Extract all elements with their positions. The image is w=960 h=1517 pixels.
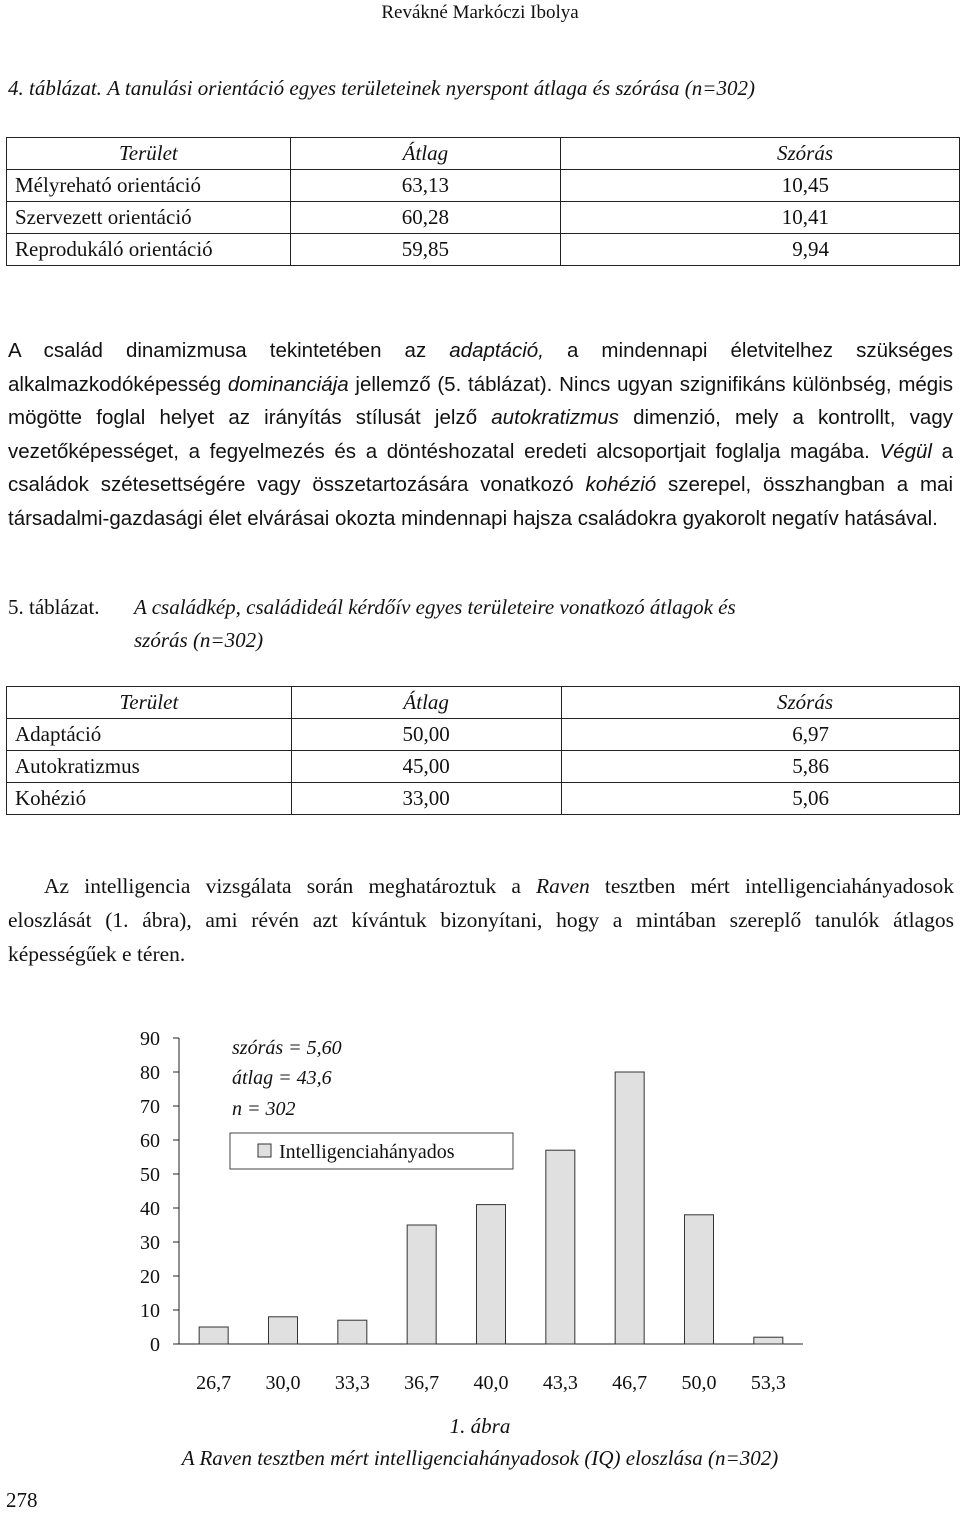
x-tick-label: 30,0 (265, 1372, 301, 1394)
figure-number: 1. ábra (449, 1414, 511, 1438)
table5-col-area: Terület (7, 687, 292, 719)
x-tick-label: 33,3 (334, 1372, 370, 1394)
row-mean: 59,85 (290, 234, 560, 266)
x-tick-label: 43,3 (542, 1372, 578, 1394)
table-row (7, 783, 960, 815)
text-span: szerepel, összhangban a mai társadalmi-gazdasági élet elvárásai okozta mindennapi hajsza családokra gyakorolt negatív hatásával. (8, 473, 954, 530)
bar (615, 1072, 644, 1344)
y-tick-label: 70 (140, 1096, 160, 1118)
body-paragraph-2 (8, 869, 954, 971)
table5-title: A családkép, családideál kérdőív egyes területeire vonatkozó átlagok és szórás (n=302) (134, 595, 736, 652)
table4-caption (8, 72, 958, 105)
emphasis: Raven (536, 874, 590, 898)
y-tick-label: 40 (140, 1198, 160, 1220)
bar (754, 1337, 783, 1344)
row-label: Kohézió (7, 783, 292, 815)
bar (407, 1225, 436, 1344)
table5 (6, 686, 960, 815)
table4-number: 4. táblázat. (8, 76, 102, 100)
table-row (7, 719, 960, 751)
row-mean: 50,00 (291, 719, 561, 751)
y-tick-label: 80 (140, 1062, 160, 1084)
x-tick-label: 50,0 (681, 1372, 717, 1394)
table4 (6, 137, 960, 266)
x-tick-label: 53,3 (750, 1372, 786, 1394)
row-mean: 45,00 (291, 751, 561, 783)
table5-header-row (7, 687, 960, 719)
y-tick-label: 30 (140, 1232, 160, 1254)
row-sd: 10,45 (560, 170, 959, 202)
stat-annotation: átlag = 43,6 (232, 1067, 332, 1089)
text-span: a családok szétesettségére vagy összetartozására vonatkozó (8, 439, 953, 496)
y-tick-label: 20 (140, 1266, 160, 1288)
table-row (7, 202, 960, 234)
text-span: Az intelligencia vizsgálata során meghatároztuk a (44, 874, 537, 898)
bar (546, 1150, 575, 1344)
text-span: jellemző (5. táblázat). Nincs ugyan szignifikáns különbség, mégis mögötte foglal helyet az irányítás stílusát jelző (8, 372, 954, 429)
row-mean: 33,00 (291, 783, 561, 815)
row-label: Szervezett orientáció (7, 202, 291, 234)
legend-swatch (258, 1144, 271, 1157)
x-tick-label: 46,7 (612, 1372, 648, 1394)
row-sd: 6,97 (561, 719, 959, 751)
legend-label: Intelligenciahányados (279, 1141, 455, 1163)
text-span: a mindennapi életvitelhez szükséges alkalmazkodóképesség (8, 339, 953, 396)
y-tick-label: 60 (140, 1130, 160, 1152)
body-paragraph-1 (8, 334, 953, 535)
row-sd: 9,94 (560, 234, 959, 266)
table4-header-row (7, 138, 960, 170)
table4-col-sd: Szórás (560, 138, 959, 170)
bar (685, 1215, 714, 1344)
x-tick-label: 36,7 (404, 1372, 440, 1394)
emphasis: kohézió (585, 473, 657, 496)
table5-col-sd: Szórás (561, 687, 959, 719)
bar (338, 1320, 367, 1344)
stat-annotation: szórás = 5,60 (232, 1037, 342, 1059)
row-sd: 5,86 (561, 751, 959, 783)
bar (199, 1327, 228, 1344)
y-tick-label: 90 (140, 1028, 160, 1050)
row-sd: 10,41 (560, 202, 959, 234)
row-label: Mélyreható orientáció (7, 170, 291, 202)
table-row (7, 751, 960, 783)
row-mean: 63,13 (290, 170, 560, 202)
page-number: 278 (6, 1488, 38, 1512)
emphasis: adaptáció, (449, 339, 544, 362)
table5-number: 5. táblázat. (8, 595, 100, 619)
row-label: Reprodukáló orientáció (7, 234, 291, 266)
emphasis: autokratizmus (491, 406, 619, 429)
table4-col-area: Terület (7, 138, 291, 170)
row-label: Adaptáció (7, 719, 292, 751)
table4-title: A tanulási orientáció egyes területeinek nyerspont átlaga és szórása (n=302) (107, 76, 755, 100)
figure-caption: A Raven tesztben mért intelligenciahányadosok (IQ) eloszlása (n=302) (181, 1446, 779, 1470)
y-tick-label: 0 (150, 1334, 160, 1356)
bar (269, 1317, 298, 1344)
table-row (7, 234, 960, 266)
bar (477, 1205, 506, 1344)
table5-col-mean: Átlag (291, 687, 561, 719)
table-row (7, 170, 960, 202)
y-tick-label: 10 (140, 1300, 160, 1322)
x-tick-label: 40,0 (473, 1372, 509, 1394)
stat-annotation: n = 302 (232, 1098, 296, 1120)
text-span: A család dinamizmusa tekintetében az (8, 339, 450, 362)
text-span: dimenzió, mely a kontrollt, vagy vezetőképességet, a fegyelmezés és a döntéshozatal eredeti alcsoportjait foglalja magába. (8, 406, 953, 463)
running-header: Revákné Markóczi Ibolya (381, 2, 579, 23)
row-label: Autokratizmus (7, 751, 292, 783)
x-tick-label: 26,7 (196, 1372, 232, 1394)
emphasis: dominanciája (227, 372, 349, 396)
table4-col-mean: Átlag (290, 138, 560, 170)
iq-distribution-chart (0, 1010, 960, 1410)
y-tick-label: 50 (140, 1164, 160, 1186)
row-mean: 60,28 (290, 202, 560, 234)
text-span: tesztben mért intelligenciahányadosok eloszlását (1. ábra), ami révén azt kívántuk bizonyítani, hogy a mintában szereplő tanulók átlagos képességűek e téren. (8, 874, 954, 966)
emphasis: Végül (879, 439, 932, 463)
row-sd: 5,06 (561, 783, 959, 815)
